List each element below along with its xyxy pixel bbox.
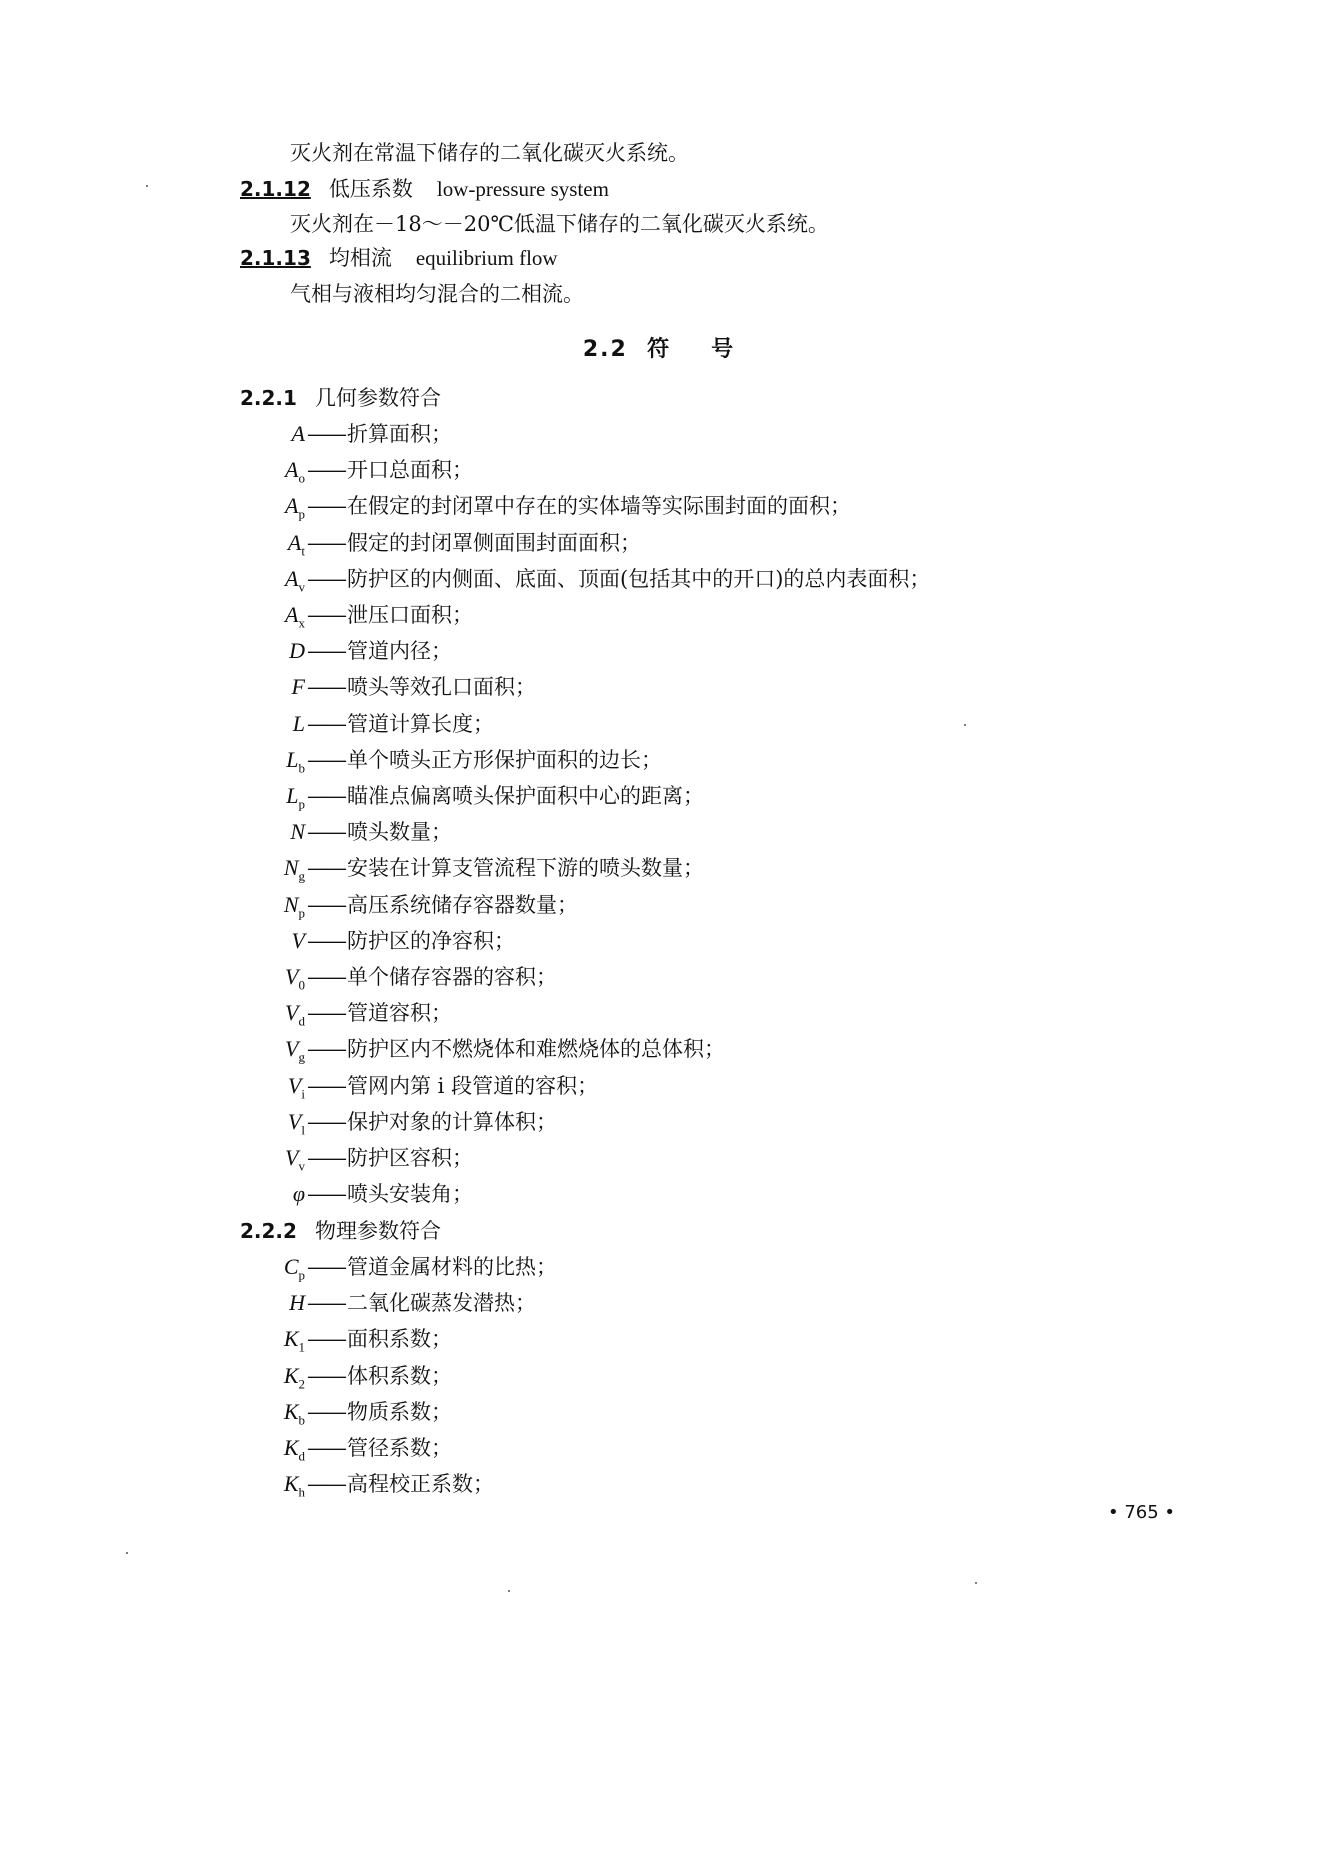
- symbol-entry: [255, 1073, 598, 1107]
- symbol-subscript: 0: [298, 977, 305, 993]
- symbol-description: 保护对象的计算体积；: [347, 1109, 557, 1134]
- clause-number: 2.1.12: [240, 177, 311, 201]
- symbol-subscript: p: [298, 1267, 305, 1283]
- symbol-base: A: [291, 421, 305, 446]
- symbol-base: D: [289, 638, 305, 664]
- symbol-entry: [255, 457, 473, 491]
- dash: ——: [307, 711, 345, 736]
- symbol-entry: [255, 964, 557, 998]
- symbol-description: 体积系数；: [347, 1363, 452, 1388]
- symbol: [255, 928, 305, 962]
- symbol: [255, 1109, 305, 1143]
- symbol-description: 高程校正系数；: [347, 1472, 494, 1497]
- symbol-subscript: h: [298, 1484, 305, 1500]
- symbol-entry: [255, 1109, 557, 1143]
- symbol-entry: [255, 1000, 452, 1034]
- symbol-description: 泄压口面积；: [347, 603, 473, 627]
- symbol-base: V: [285, 1145, 299, 1170]
- clause-number: 2.1.13: [240, 246, 311, 270]
- symbol: [255, 1000, 305, 1034]
- scan-speck: [126, 1552, 128, 1554]
- symbol-description: 瞄准点偏离喷头保护面积中心的距离；: [347, 784, 704, 808]
- symbol-entry: [255, 928, 515, 962]
- symbol-description: 高压系统储存容器数量；: [347, 892, 578, 917]
- symbol-base: φ: [292, 1181, 305, 1207]
- dash: ——: [307, 458, 345, 483]
- symbol-subscript: p: [298, 506, 305, 522]
- symbol-description: 管径系数；: [347, 1436, 452, 1460]
- dash: ——: [307, 1436, 345, 1460]
- dash: ——: [307, 892, 345, 917]
- symbol: [255, 819, 305, 853]
- symbol-base: L: [286, 746, 299, 772]
- subsection-title: 几何参数符合: [314, 386, 441, 410]
- symbol: [255, 1471, 305, 1505]
- symbol-entry: [255, 638, 452, 672]
- symbol-base: V: [287, 1108, 302, 1134]
- symbol: [255, 783, 305, 817]
- symbol-description: 单个储存容器的容积；: [347, 965, 557, 989]
- symbol-description: 防护区内不燃烧体和难燃烧体的总体积；: [347, 1037, 725, 1062]
- symbol-entry: [255, 892, 578, 926]
- symbol-subscript: o: [298, 470, 305, 486]
- subsection-physical: [240, 1218, 441, 1244]
- symbol-subscript: l: [301, 1122, 305, 1138]
- section-number: 2.2: [582, 337, 628, 362]
- symbol: [255, 566, 305, 600]
- section-title-2: 号: [711, 337, 736, 362]
- symbol-entry: [255, 1363, 452, 1397]
- dash: ——: [307, 784, 345, 808]
- symbol-base: A: [285, 565, 299, 591]
- dash: ——: [307, 603, 345, 627]
- symbol-subscript: i: [301, 1085, 305, 1101]
- symbol-description: 防护区的内侧面、底面、顶面(包括其中的开口)的总内表面积；: [347, 566, 931, 591]
- symbol: [255, 638, 305, 672]
- symbol-base: K: [283, 1326, 299, 1352]
- symbol: [255, 1181, 305, 1215]
- symbol-base: K: [283, 1398, 299, 1424]
- symbol-entry: [255, 1036, 725, 1070]
- symbol-description: 喷头等效孔口面积；: [347, 675, 536, 700]
- symbol-base: V: [285, 1000, 299, 1026]
- symbol-base: K: [283, 1362, 299, 1388]
- symbol: [255, 1290, 305, 1324]
- symbol-description: 面积系数；: [347, 1327, 452, 1352]
- dash: ——: [307, 1472, 345, 1497]
- symbol-subscript: d: [298, 1448, 305, 1464]
- symbol: [255, 855, 305, 889]
- symbol-description: 管道金属材料的比热；: [347, 1255, 557, 1279]
- symbol-base: L: [286, 783, 299, 808]
- subsection-geometric: [240, 385, 441, 411]
- symbol-description: 折算面积；: [347, 422, 452, 446]
- dash: ——: [307, 1182, 345, 1207]
- dash: ——: [307, 639, 345, 664]
- symbol: [255, 711, 305, 745]
- symbol-entry: [255, 530, 641, 564]
- symbol-base: V: [285, 964, 299, 989]
- symbol-entry: [255, 1471, 494, 1505]
- dash: ——: [307, 1073, 345, 1098]
- symbol-description: 管道容积；: [347, 1001, 452, 1026]
- subsection-number: 2.2.2: [240, 1219, 297, 1243]
- dash: ——: [307, 530, 345, 555]
- symbol-entry: [255, 421, 452, 455]
- dash: ——: [307, 1399, 345, 1424]
- symbol-base: N: [290, 819, 305, 845]
- symbol-base: N: [283, 855, 299, 881]
- symbol: [255, 421, 305, 455]
- symbol: [255, 1363, 305, 1397]
- symbol-subscript: 2: [298, 1375, 305, 1391]
- clause-2-1-12: [240, 176, 609, 202]
- symbol-subscript: b: [298, 1412, 305, 1428]
- dash: ——: [307, 1363, 345, 1388]
- clause-term: 均相流: [328, 246, 392, 270]
- symbol: [255, 457, 305, 491]
- symbol-subscript: p: [298, 904, 305, 920]
- symbol-entry: [255, 855, 704, 889]
- symbol: [255, 530, 305, 564]
- symbol-entry: [255, 1326, 452, 1360]
- symbol-description: 安装在计算支管流程下游的喷头数量；: [347, 856, 704, 881]
- symbol-entry: [255, 783, 704, 817]
- symbol-description: 开口总面积；: [347, 458, 473, 483]
- clause-desc: 灭火剂在－18～－20℃低温下储存的二氧化碳灭火系统。: [290, 212, 829, 236]
- symbol-entry: [255, 1435, 452, 1469]
- symbol-base: A: [285, 457, 299, 483]
- symbol-description: 防护区的净容积；: [347, 928, 515, 953]
- subsection-number: 2.2.1: [240, 386, 297, 410]
- dash: ——: [307, 1037, 345, 1062]
- clause-english: low-pressure system: [436, 177, 609, 201]
- symbol-base: A: [287, 529, 302, 555]
- intro-line: 灭火剂在常温下储存的二氧化碳灭火系统。: [290, 141, 689, 165]
- clause-2-1-13: [240, 245, 558, 271]
- section-title-1: 符: [647, 337, 672, 362]
- dash: ——: [307, 1001, 345, 1026]
- symbol-base: K: [283, 1435, 299, 1460]
- symbol-subscript: g: [298, 1049, 305, 1065]
- section-heading: [0, 332, 1318, 363]
- symbol: [255, 1073, 305, 1107]
- symbol-subscript: x: [298, 615, 305, 631]
- symbol-entry: [255, 1254, 557, 1288]
- symbol-subscript: g: [298, 868, 305, 884]
- symbol-entry: [255, 602, 473, 636]
- symbol-description: 假定的封闭罩侧面围封面面积；: [347, 530, 641, 555]
- symbol-base: H: [289, 1290, 305, 1316]
- dash: ——: [307, 1109, 345, 1134]
- symbol-entry: [255, 1290, 536, 1324]
- symbol: [255, 1399, 305, 1433]
- symbol: [255, 1036, 305, 1070]
- symbol-entry: [255, 1145, 473, 1179]
- symbol-subscript: d: [298, 1013, 305, 1029]
- symbol-description: 防护区容积；: [347, 1146, 473, 1170]
- dash: ——: [307, 1146, 345, 1170]
- symbol: [255, 964, 305, 998]
- symbol-base: A: [285, 493, 299, 519]
- symbol-base: V: [291, 927, 305, 953]
- dash: ——: [307, 928, 345, 953]
- symbol-base: N: [283, 891, 299, 917]
- clause-term: 低压系数: [328, 177, 413, 201]
- dash: ——: [307, 422, 345, 446]
- dash: ——: [307, 494, 345, 519]
- symbol-entry: [255, 566, 930, 600]
- dash: ——: [307, 1255, 345, 1279]
- symbol: [255, 892, 305, 926]
- symbol-subscript: t: [301, 542, 305, 558]
- dash: ——: [307, 820, 345, 845]
- scan-speck: [964, 724, 966, 726]
- symbol-base: F: [291, 674, 305, 700]
- symbol: [255, 1326, 305, 1360]
- symbol-subscript: v: [298, 579, 305, 595]
- symbol-entry: [255, 1181, 473, 1215]
- scan-speck: [508, 1590, 510, 1592]
- scan-speck: [975, 1582, 977, 1584]
- clause-english: equilibrium flow: [415, 246, 558, 270]
- symbol: [255, 1145, 305, 1179]
- symbol-description: 喷头数量；: [347, 820, 452, 845]
- symbol-subscript: p: [298, 796, 305, 812]
- symbol-description: 喷头安装角；: [347, 1182, 473, 1207]
- symbol: [255, 1254, 305, 1288]
- symbol: [255, 747, 305, 781]
- subsection-title: 物理参数符合: [314, 1219, 441, 1243]
- symbol-entry: [255, 1399, 452, 1433]
- dash: ——: [307, 856, 345, 881]
- symbol: [255, 674, 305, 708]
- symbol-entry: [255, 747, 662, 781]
- symbol-entry: [255, 711, 494, 745]
- symbol-base: V: [287, 1072, 302, 1098]
- dash: ——: [307, 566, 345, 591]
- symbol-description: 单个喷头正方形保护面积的边长；: [347, 747, 662, 772]
- symbol-base: A: [285, 602, 299, 627]
- dash: ——: [307, 747, 345, 772]
- symbol-base: L: [292, 710, 305, 736]
- page-number: • 765 •: [1108, 1502, 1176, 1523]
- dash: ——: [307, 1327, 345, 1352]
- scan-speck: [146, 185, 148, 187]
- symbol-subscript: b: [298, 760, 305, 776]
- symbol-description: 在假定的封闭罩中存在的实体墙等实际围封面的面积；: [347, 494, 851, 519]
- symbol-base: C: [283, 1254, 299, 1279]
- symbol-description: 管网内第 i 段管道的容积；: [347, 1073, 599, 1098]
- symbol-base: K: [283, 1471, 299, 1497]
- symbol-subscript: v: [298, 1158, 305, 1174]
- symbol-description: 二氧化碳蒸发潜热；: [347, 1291, 536, 1316]
- symbol-description: 管道内径；: [347, 639, 452, 664]
- symbol-entry: [255, 493, 851, 527]
- symbol: [255, 602, 305, 636]
- symbol-description: 物质系数；: [347, 1399, 452, 1424]
- symbol: [255, 493, 305, 527]
- symbol-base: V: [285, 1036, 299, 1062]
- symbol-description: 管道计算长度；: [347, 711, 494, 736]
- dash: ——: [307, 675, 345, 700]
- symbol: [255, 1435, 305, 1469]
- clause-desc: 气相与液相均匀混合的二相流。: [290, 282, 584, 306]
- dash: ——: [307, 1291, 345, 1316]
- symbol-entry: [255, 819, 452, 853]
- symbol-entry: [255, 674, 536, 708]
- symbol-subscript: 1: [298, 1339, 305, 1355]
- dash: ——: [307, 965, 345, 989]
